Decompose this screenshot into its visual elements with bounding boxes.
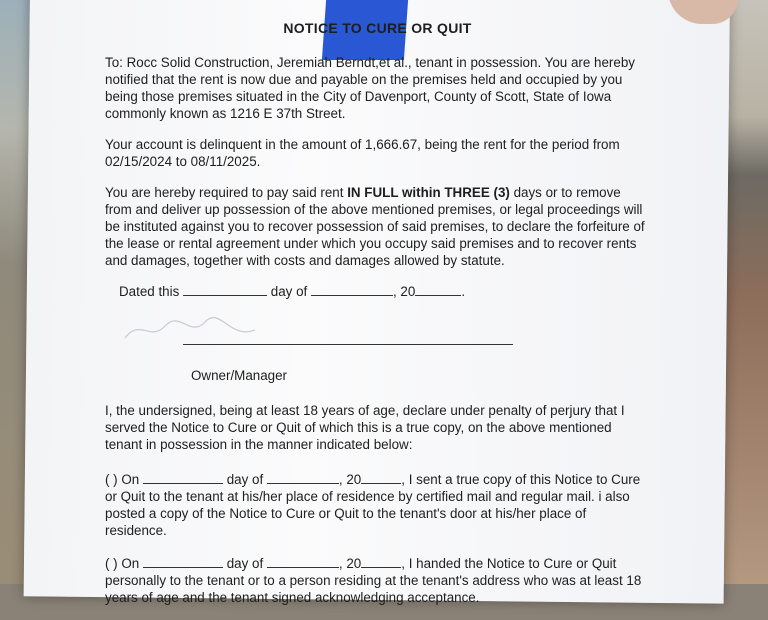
to-paragraph: To: Rocc Solid Construction, Jeremiah Berndt,et al., tenant in possession. You are hereby notified that the rent is now due and payable on the premises held and occupied by you being those premises situated in the City of Davenport, County of Scott, State of Iowa commonly known as 1216 E 37th Street. (105, 55, 635, 121)
option1-text: , I sent a true copy of this Notice to Cure or Quit to the tenant at his/her place of residence by certified mail and regular mail. i also posted a copy of the Notice to Cure or Quit to the tenant's door at his/her place of residence. (105, 472, 641, 538)
option1-on: ( ) On (105, 472, 140, 487)
dated-month-blank (311, 283, 393, 296)
declaration-paragraph: I, the undersigned, being at least 18 years of age, declare under penalty of perjury that I served the Notice to Cure or Quit of which this is a true copy, on the above mentioned tenant in possession in the manner indicated below: (105, 403, 625, 452)
owner-manager-label: Owner/Manager (191, 368, 288, 383)
option2-day-of: day of (226, 556, 264, 571)
dated-label: Dated this (119, 284, 180, 299)
option1-day-of: day of (226, 472, 264, 487)
option1-date-blank (267, 471, 339, 484)
required-paragraph (105, 184, 650, 269)
dated-year-blank (415, 283, 461, 296)
service-option-personal (105, 555, 650, 606)
option1-year-blank (361, 471, 401, 484)
option2-weekday-blank (143, 555, 223, 568)
option2-text: , I handed the Notice to Cure or Quit personally to the tenant or to a person residing at the tenant's address who was at least 18 years of age and the tenant signed acknowledging acceptance. (105, 556, 642, 605)
option2-date-blank (267, 555, 339, 568)
notice-title: NOTICE TO CURE OR QUIT (283, 20, 472, 36)
service-option-mail (105, 471, 650, 539)
delinquent-paragraph: Your account is delinquent in the amount of 1,666.67, being the rent for the period from 02/15/2024 to 08/11/2025. (105, 137, 620, 169)
required-text-bold: IN FULL within THREE (3) (347, 185, 510, 200)
option1-year-prefix: , 20 (338, 472, 362, 487)
required-text-post: days or to remove from and deliver up possession of the above mentioned premises, or legal proceedings will be instituted against you to recover possession of said premises, to declare the forfeiture of the lease or rental agreement under which you occupy said premises and to recover rents and damages, together with costs and damages allowed by statute. (105, 185, 645, 268)
option1-weekday-blank (143, 471, 223, 484)
dated-row: Dated this day of , 20 . (119, 284, 466, 299)
option2-year-blank (361, 555, 401, 568)
option2-on: ( ) On (105, 556, 140, 571)
dated-year-prefix: , 20 (392, 284, 416, 299)
dated-day-blank (183, 283, 267, 296)
signature-scribble (120, 312, 260, 346)
required-text-pre: You are hereby required to pay said rent (105, 185, 348, 200)
dated-day-of: day of (270, 284, 308, 299)
option2-year-prefix: , 20 (338, 556, 362, 571)
